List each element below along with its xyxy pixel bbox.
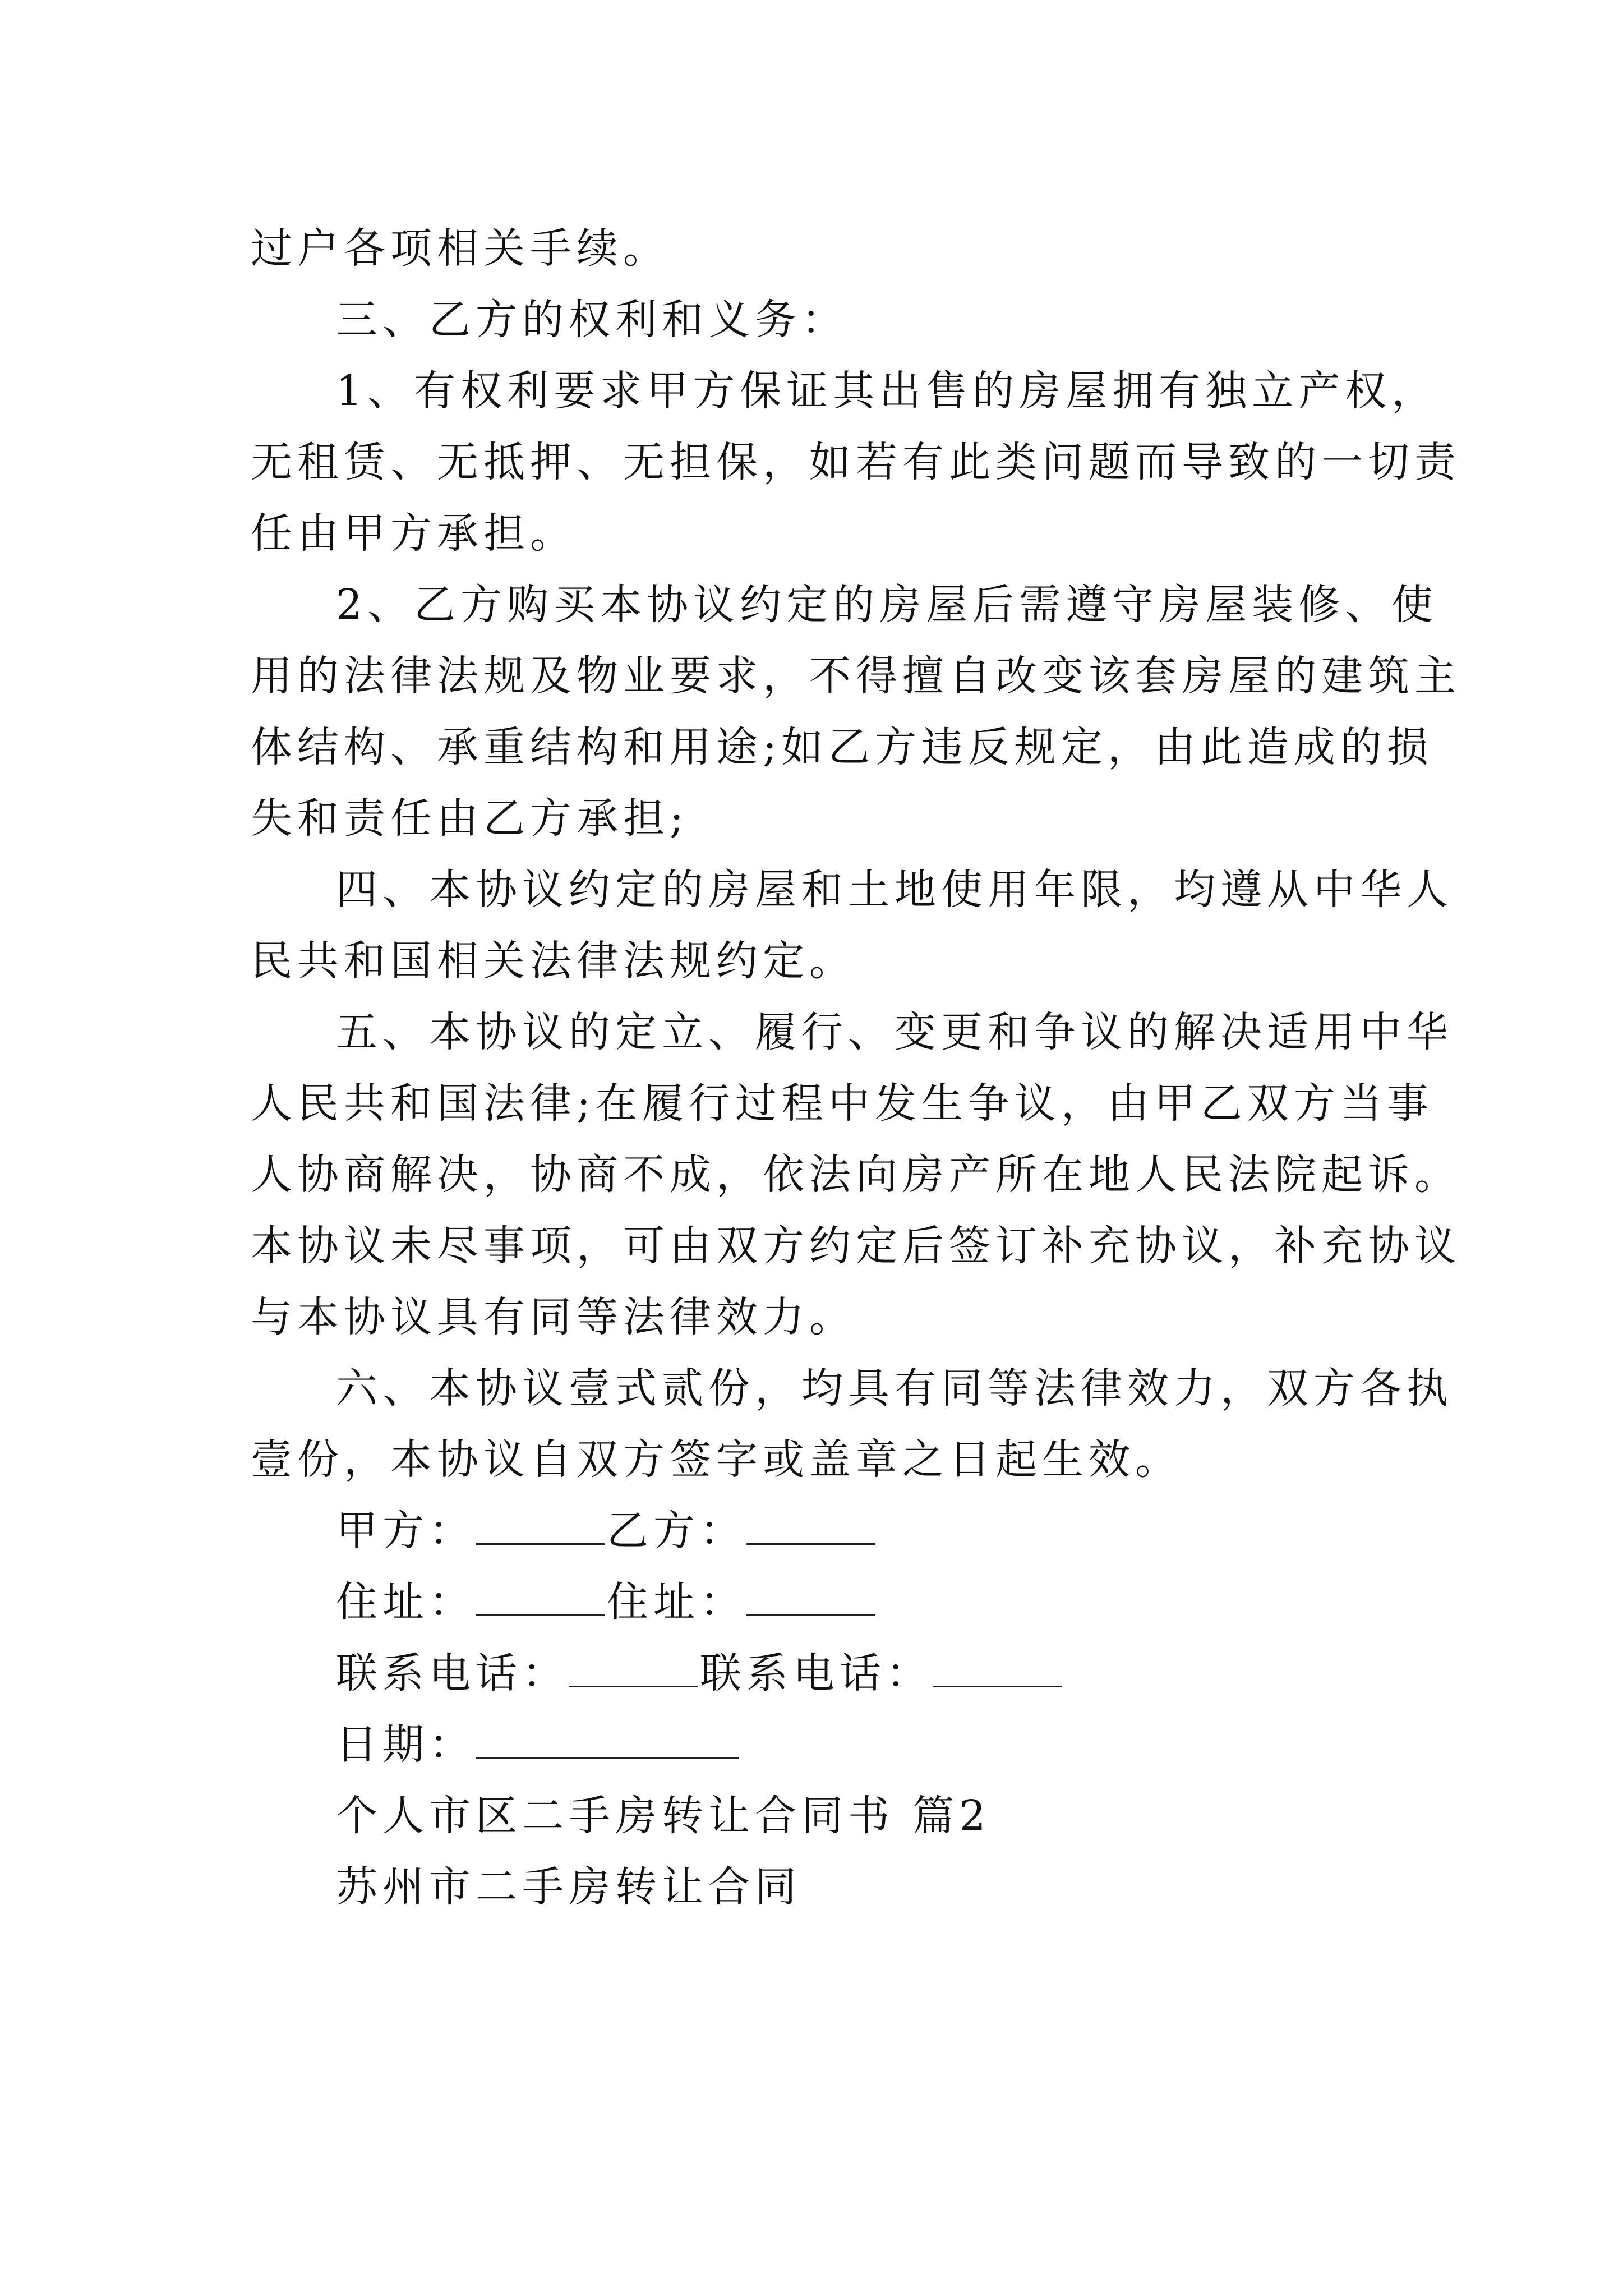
paragraph-line: 2、乙方购买本协议约定的房屋后需遵守房屋装修、使 [336, 581, 1438, 629]
paragraph-line: 本协议未尽事项，可由双方约定后签订补充协议，补充协议 [251, 1222, 1461, 1270]
address-a-blank[interactable] [476, 1576, 605, 1616]
paragraph-line: 人协商解决，协商不成，依法向房产所在地人民法院起诉。 [251, 1151, 1461, 1199]
section-title: 个人市区二手房转让合同书 篇2 [336, 1792, 991, 1840]
signature-phone-row [251, 1638, 1395, 1709]
paragraph-line: 1、有权利要求甲方保证其出售的房屋拥有独立产权， [336, 367, 1438, 415]
signature-party-row [251, 1496, 1395, 1567]
party-b-blank[interactable] [746, 1505, 875, 1545]
paragraph-line: 壹份，本协议自双方签字或盖章之日起生效。 [251, 1435, 1182, 1484]
phone-b-blank[interactable] [933, 1648, 1062, 1687]
phone-b-label: 联系电话： [700, 1649, 933, 1697]
party-a-label: 甲方： [336, 1507, 476, 1555]
document-page [251, 213, 1461, 1923]
paragraph-line: 体结构、承重结构和用途;如乙方违反规定，由此造成的损 [251, 723, 1433, 771]
clause-heading: 四、本协议约定的房屋和土地使用年限，均遵从中华人 [336, 866, 1453, 914]
clause-heading: 六、本协议壹式贰份，均具有同等法律效力，双方各执 [336, 1364, 1453, 1412]
address-b-blank[interactable] [746, 1576, 875, 1616]
paragraph-line: 任由甲方承担。 [251, 509, 577, 558]
paragraph-line: 用的法律法规及物业要求，不得擅自改变该套房屋的建筑主 [251, 652, 1461, 700]
phone-a-blank[interactable] [569, 1648, 698, 1687]
paragraph-line: 失和责任由乙方承担; [251, 794, 689, 843]
address-b-label: 住址： [607, 1578, 746, 1626]
paragraph-line: 民共和国相关法律法规约定。 [251, 937, 856, 985]
paragraph-line: 与本协议具有同等法律效力。 [251, 1293, 856, 1341]
party-b-label: 乙方： [607, 1507, 746, 1555]
clause-heading: 三、乙方的权利和义务： [336, 296, 848, 344]
signature-address-row [251, 1567, 1395, 1638]
date-blank[interactable] [476, 1719, 739, 1759]
signature-date-row [251, 1709, 1395, 1780]
clause-heading: 五、本协议的定立、履行、变更和争议的解决适用中华 [336, 1008, 1453, 1056]
paragraph-line: 人民共和国法律;在履行过程中发生争议，由甲乙双方当事 [251, 1079, 1433, 1128]
paragraph-line: 无租赁、无抵押、无担保，如若有此类问题而导致的一切责 [251, 438, 1461, 486]
paragraph-line: 过户各项相关手续。 [251, 224, 670, 273]
phone-a-label: 联系电话： [336, 1649, 569, 1697]
address-a-label: 住址： [336, 1578, 476, 1626]
contract-title: 苏州市二手房转让合同 [336, 1863, 801, 1911]
date-label: 日期： [336, 1720, 476, 1769]
party-a-blank[interactable] [476, 1505, 605, 1545]
